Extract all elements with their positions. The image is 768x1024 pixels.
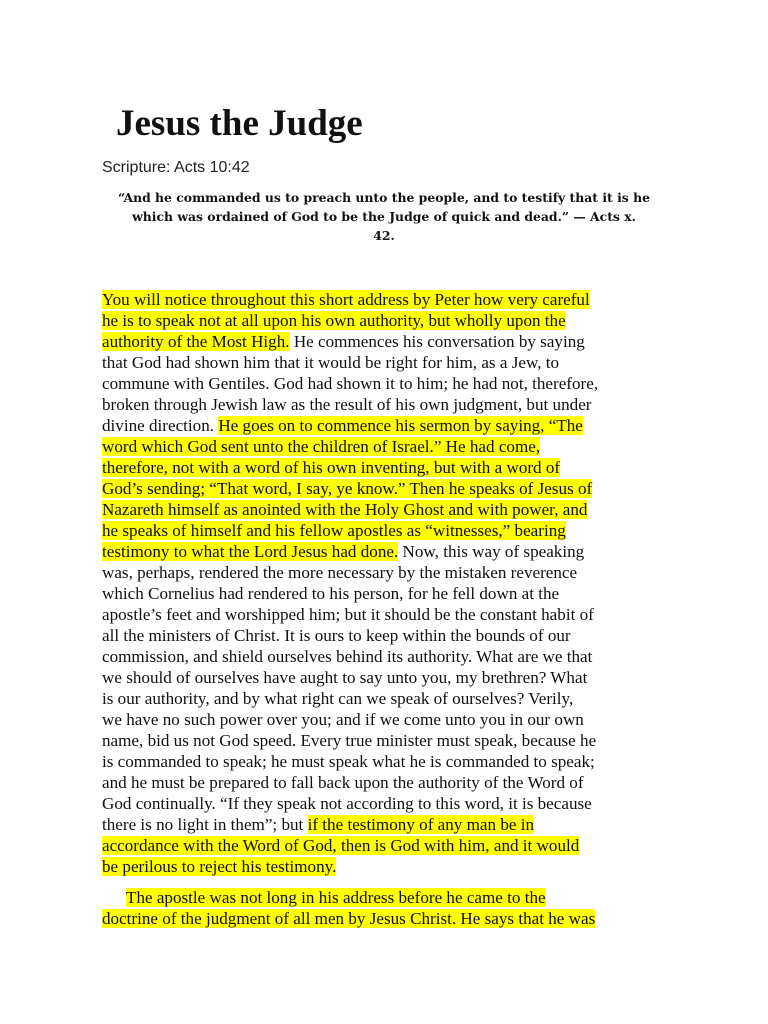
text-line (102, 814, 672, 835)
text-line: all the ministers of Christ. It is ours to keep within the bounds of our (102, 626, 571, 645)
text-line (102, 289, 672, 310)
text-line: that God had shown him that it would be right for him, as a Jew, to (102, 353, 560, 372)
text-line (102, 457, 672, 478)
text-line (102, 415, 672, 436)
highlighted-text: if the testimony of any man be in (307, 815, 535, 834)
text-line (102, 908, 672, 929)
highlighted-text: word which God sent unto the children of Israel.” He had come, (102, 437, 541, 456)
text-line: apostle’s feet and worshipped him; but it should be the constant habit of (102, 605, 594, 624)
text-line (102, 310, 672, 331)
highlighted-text: therefore, not with a word of his own inventing, but with a word of (102, 458, 561, 477)
highlighted-text: testimony to what the Lord Jesus had done. (102, 542, 399, 561)
text-line (102, 541, 672, 562)
paragraph-1 (102, 289, 672, 877)
quote-line: 42. (373, 228, 395, 243)
highlighted-text: Nazareth himself as anointed with the Holy Ghost and with power, and (102, 500, 588, 519)
highlighted-text: He goes on to commence his sermon by saying, “The (218, 416, 583, 435)
text-line: commune with Gentiles. God had shown it to him; he had not, therefore, (102, 374, 599, 393)
highlighted-text: God’s sending; “That word, I say, ye know.” Then he speaks of Jesus of (102, 479, 593, 498)
text-line: name, bid us not God speed. Every true minister must speak, because he (102, 731, 597, 750)
text-line: is our authority, and by what right can we speak of ourselves? Verily, (102, 689, 574, 708)
highlighted-text: You will notice throughout this short address by Peter how very careful (102, 290, 590, 309)
text-line (102, 478, 672, 499)
text-line: is commanded to speak; he must speak what he is commanded to speak; (102, 752, 595, 771)
text-line (102, 499, 672, 520)
text-line: broken through Jewish law as the result of his own judgment, but under (102, 395, 592, 414)
body-text: He commences his conversation by saying (289, 332, 585, 351)
page-title: Jesus the Judge (116, 103, 363, 144)
highlighted-text: authority of the Most High. (102, 332, 290, 351)
highlighted-text: be perilous to reject his testimony. (102, 857, 337, 876)
highlighted-text: accordance with the Word of God, then is God with him, and it would (102, 836, 580, 855)
text-line: we have no such power over you; and if we come unto you in our own (102, 710, 584, 729)
epigraph-quote (100, 188, 668, 245)
text-line (102, 436, 672, 457)
scripture-reference: Scripture: Acts 10:42 (102, 159, 250, 176)
text-line (102, 835, 672, 856)
highlighted-text: he speaks of himself and his fellow apostles as “witnesses,” bearing (102, 521, 566, 540)
text-line: and he must be prepared to fall back upon the authority of the Word of (102, 773, 584, 792)
text-line (102, 331, 672, 352)
quote-line: which was ordained of God to be the Judge of quick and dead.” — Acts x. (132, 209, 636, 224)
highlighted-text: doctrine of the judgment of all men by Jesus Christ. He says that he was (102, 909, 596, 928)
text-line (102, 520, 672, 541)
body-text: divine direction. (102, 416, 219, 435)
text-line (102, 856, 672, 877)
text-line: commission, and shield ourselves behind its authority. What are we that (102, 647, 593, 666)
text-line: was, perhaps, rendered the more necessary by the mistaken reverence (102, 563, 578, 582)
body-text: Now, this way of speaking (398, 542, 585, 561)
text-line: we should of ourselves have aught to say unto you, my brethren? What (102, 668, 588, 687)
highlighted-text: he is to speak not at all upon his own authority, but wholly upon the (102, 311, 566, 330)
paragraph-2 (102, 887, 672, 929)
quote-line: “And he commanded us to preach unto the people, and to testify that it is he (118, 190, 650, 205)
body-text: there is no light in them”; but (102, 815, 308, 834)
text-line: God continually. “If they speak not according to this word, it is because (102, 794, 592, 813)
text-line: which Cornelius had rendered to his person, for he fell down at the (102, 584, 560, 603)
highlighted-text: The apostle was not long in his address before he came to the (126, 888, 546, 907)
text-line (102, 887, 672, 908)
